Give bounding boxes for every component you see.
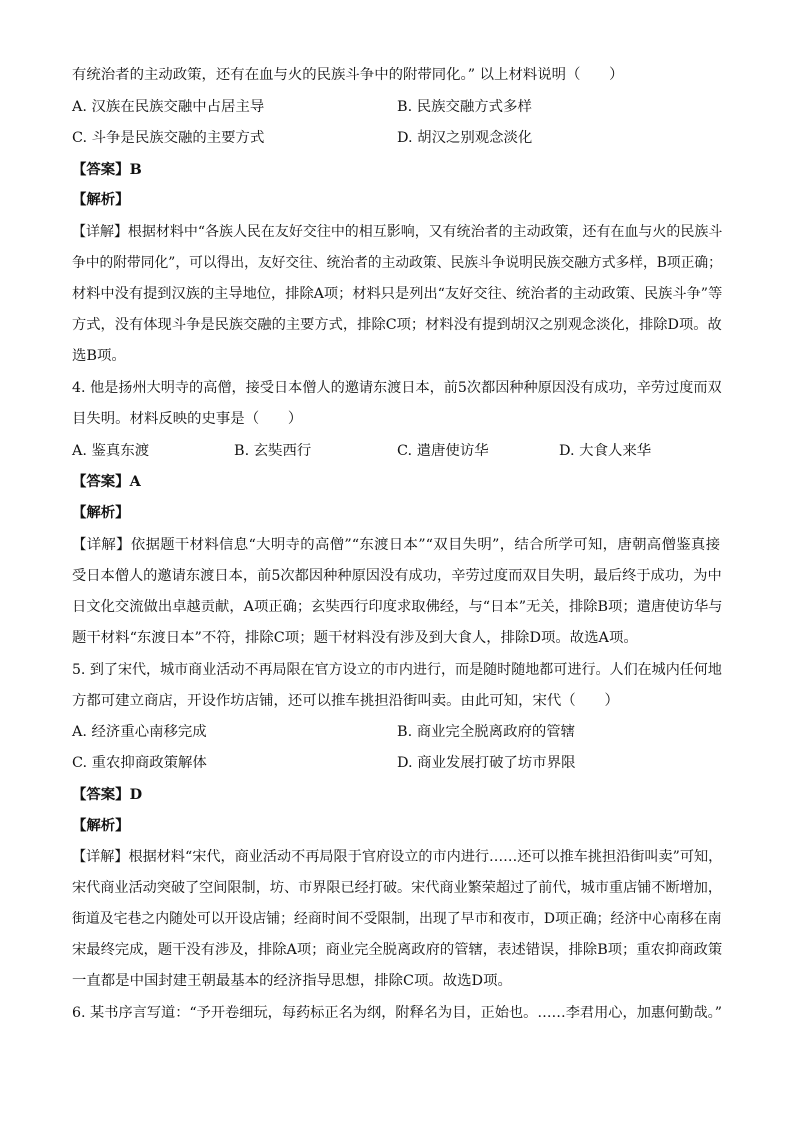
q4-stem-line: 4. 他是扬州大明寺的高僧，接受日本僧人的邀请东渡日本，前5次都因种种原因没有成功，辛劳过度而双 <box>72 380 722 396</box>
q3-stem-tail: 有统治者的主动政策，还有在血与火的民族斗争中的附带同化。” 以上材料说明（ ） <box>72 67 624 83</box>
q5-stem-line: 5. 到了宋代，城市商业活动不再局限在官方设立的市内进行，而是随时随地都可进行。人们在城内任何地 <box>72 662 722 678</box>
q4-option-a: A. 鉴真东渡 <box>72 443 150 459</box>
q3-detail-line: 方式，没有体现斗争是民族交融的主要方式，排除C项；材料没有提到胡汉之别观念淡化，排除D项。故 <box>72 317 722 333</box>
q5-detail-line: 一直都是中国封建王朝最基本的经济指导思想，排除C项。故选D项。 <box>72 973 512 989</box>
q3-answer: 【答案】B <box>72 161 142 178</box>
q5-option-c: C. 重农抑商政策解体 <box>72 755 207 771</box>
q3-analysis-label: 【解析】 <box>72 191 130 208</box>
q4-detail-line: 【详解】依据题干材料信息“大明寺的高僧”“东渡日本”“双目失明”，结合所学可知，唐朝高僧鉴真接 <box>72 537 720 553</box>
q4-answer: 【答案】A <box>72 473 141 490</box>
q5-option-d: D. 商业发展打破了坊市界限 <box>397 755 576 771</box>
q5-option-b: B. 商业完全脱离政府的管辖 <box>397 724 576 740</box>
q5-analysis-label: 【解析】 <box>72 817 130 834</box>
q4-option-d: D. 大食人来华 <box>559 443 652 459</box>
q4-detail-line: 日文化交流做出卓越贡献，A项正确；玄奘西行印度求取佛经，与“日本”无关，排除B项；遣唐使访华与 <box>72 599 723 615</box>
q3-option-d: D. 胡汉之别观念淡化 <box>397 130 533 146</box>
q3-option-c: C. 斗争是民族交融的主要方式 <box>72 130 265 146</box>
q4-analysis-label: 【解析】 <box>72 504 130 521</box>
q5-detail-line: 宋代商业活动突破了空间限制，坊、市界限已经打破。宋代商业繁荣超过了前代，城市重店铺不断增加， <box>72 880 722 896</box>
q5-detail-line: 宋最终完成，题干没有涉及，排除A项；商业完全脱离政府的管辖，表述错误，排除B项；重农抑商政策 <box>72 942 723 958</box>
q4-detail-line: 题干材料“东渡日本”不符，排除C项；题干材料没有涉及到大食人，排除D项。故选A项。 <box>72 630 638 646</box>
q3-detail-line: 材料中没有提到汉族的主导地位，排除A项；材料只是列出“友好交往、统治者的主动政策、民族斗争”等 <box>72 286 723 302</box>
q4-option-b: B. 玄奘西行 <box>234 443 312 459</box>
q5-option-a: A. 经济重心南移完成 <box>72 724 207 740</box>
q3-detail-line: 【详解】根据材料中“各族人民在友好交往中的相互影响，又有统治者的主动政策，还有在血与火的民族斗 <box>72 224 723 240</box>
q4-option-c: C. 遣唐使访华 <box>397 443 489 459</box>
q5-answer: 【答案】D <box>72 786 143 803</box>
q5-stem-line: 方都可建立商店，开设作坊店铺，还可以推车挑担沿街叫卖。由此可知，宋代（ ） <box>72 693 619 709</box>
q3-option-b: B. 民族交融方式多样 <box>397 99 532 115</box>
q4-detail-line: 受日本僧人的邀请东渡日本，前5次都因种种原因没有成功，辛劳过度而双目失明，最后终于成功，为中 <box>72 568 722 584</box>
q5-detail-line: 【详解】根据材料“宋代，商业活动不再局限于官府设立的市内进行……还可以推车挑担沿街叫卖”可知， <box>72 849 723 865</box>
q3-option-a: A. 汉族在民族交融中占居主导 <box>72 99 265 115</box>
q3-detail-line: 争中的附带同化”，可以得出，友好交往、统治者的主动政策、民族斗争说明民族交融方式多样，B项正确； <box>72 255 722 271</box>
q6-stem-line: 6. 某书序言写道：“予开卷细玩，每药标正名为纲，附释名为目，正始也。……李君用心，加惠何勤哉。” <box>72 1005 723 1021</box>
q4-stem-line: 目失明。材料反映的史事是（ ） <box>72 411 303 427</box>
q3-detail-line: 选B项。 <box>72 348 126 364</box>
q5-detail-line: 街道及宅巷之内随处可以开设店铺；经商时间不受限制，出现了早市和夜市，D项正确；经济中心南移在南 <box>72 911 722 927</box>
